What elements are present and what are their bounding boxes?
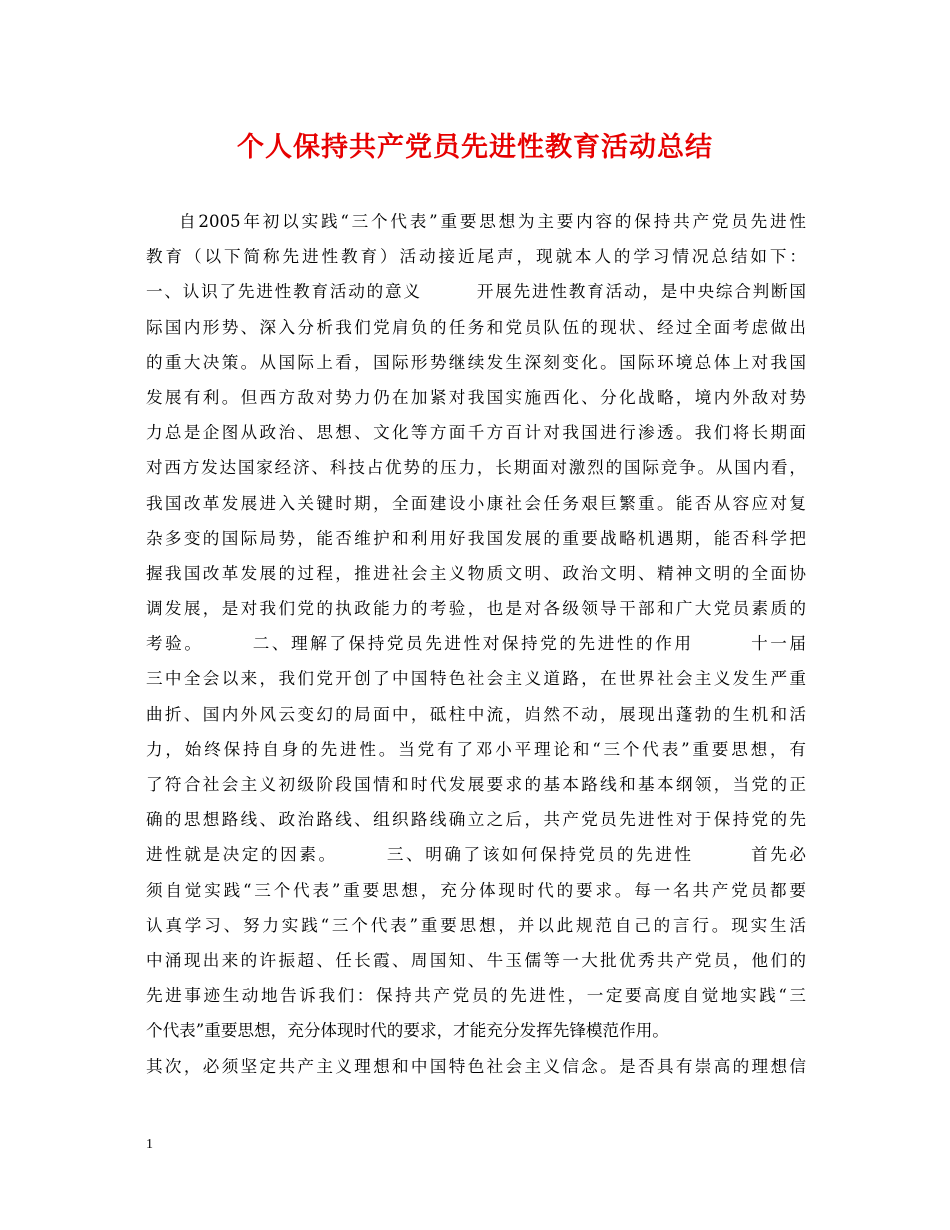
paragraph-line: 先进事迹生动地告诉我们：保持共产党员的先进性，一定要高度自觉地实践“三 [146, 986, 806, 1006]
paragraph-line: 须自觉实践“三个代表”重要思想，充分体现时代的要求。每一名共产党员都要 [146, 880, 806, 900]
paragraph-line: 的重大决策。从国际上看，国际形势继续发生深刻变化。国际环境总体上对我国 [146, 352, 806, 372]
document-body [146, 204, 806, 1084]
document-title: 个人保持共产党员先进性教育活动总结 [237, 132, 713, 163]
paragraph-line: 握我国改革发展的过程，推进社会主义物质文明、政治文明、精神文明的全面协 [146, 563, 806, 583]
paragraph-line: 了符合社会主义初级阶段国情和时代发展要求的基本路线和基本纲领，当党的正 [146, 775, 806, 794]
paragraph-line: 曲折、国内外风云变幻的局面中，砥柱中流，岿然不动，展现出蓬勃的生机和活 [146, 704, 806, 724]
paragraph-line: 我国改革发展进入关键时期，全面建设小康社会任务艰巨繁重。能否从容应对复 [146, 493, 806, 513]
paragraph-line: 教育（以下简称先进性教育）活动接近尾声，现就本人的学习情况总结如下： [146, 247, 806, 267]
paragraph-line: 自2005年初以实践“三个代表”重要思想为主要内容的保持共产党员先进性 [179, 212, 806, 231]
paragraph-line: 发展有利。但西方敌对势力仍在加紧对我国实施西化、分化战略，境内外敌对势 [146, 387, 806, 407]
paragraph-line: 确的思想路线、政治路线、组织路线确立之后，共产党员先进性对于保持党的先 [146, 810, 806, 830]
paragraph-line: 其次，必须坚定共产主义理想和中国特色社会主义信念。是否具有崇高的理想信 [146, 1056, 806, 1076]
paragraph-line: 三中全会以来，我们党开创了中国特色社会主义道路，在世界社会主义发生严重 [146, 669, 806, 689]
paragraph-line: 杂多变的国际局势，能否维护和利用好我国发展的重要战略机遇期，能否科学把 [146, 528, 806, 548]
page-number: 1 [146, 1137, 153, 1152]
paragraph-line: 一、认识了先进性教育活动的意义 开展先进性教育活动，是中央综合判断国 [146, 282, 806, 302]
paragraph-line: 考验。 二、理解了保持党员先进性对保持党的先进性的作用 十一届 [146, 634, 806, 654]
paragraph-line: 中涌现出来的许振超、任长霞、周国知、牛玉儒等一大批优秀共产党员，他们的 [146, 950, 806, 970]
paragraph-line: 力总是企图从政治、思想、文化等方面千方百计对我国进行渗透。我们将长期面 [146, 423, 806, 443]
paragraph-line: 对西方发达国家经济、科技占优势的压力，长期面对激烈的国际竞争。从国内看， [146, 458, 806, 478]
paragraph-line: 调发展，是对我们党的执政能力的考验，也是对各级领导干部和广大党员素质的 [146, 599, 806, 619]
paragraph-line: 际国内形势、深入分析我们党肩负的任务和党员队伍的现状、经过全面考虑做出 [146, 317, 806, 337]
paragraph-line: 进性就是决定的因素。 三、明确了该如何保持党员的先进性 首先必 [146, 845, 806, 865]
paragraph-line: 力，始终保持自身的先进性。当党有了邓小平理论和“三个代表”重要思想，有 [146, 739, 806, 759]
paragraph-line: 个代表”重要思想，充分体现时代的要求，才能充分发挥先锋模范作用。 [146, 1021, 669, 1041]
paragraph-line: 认真学习、努力实践“三个代表”重要思想，并以此规范自己的言行。现实生活 [146, 915, 806, 935]
